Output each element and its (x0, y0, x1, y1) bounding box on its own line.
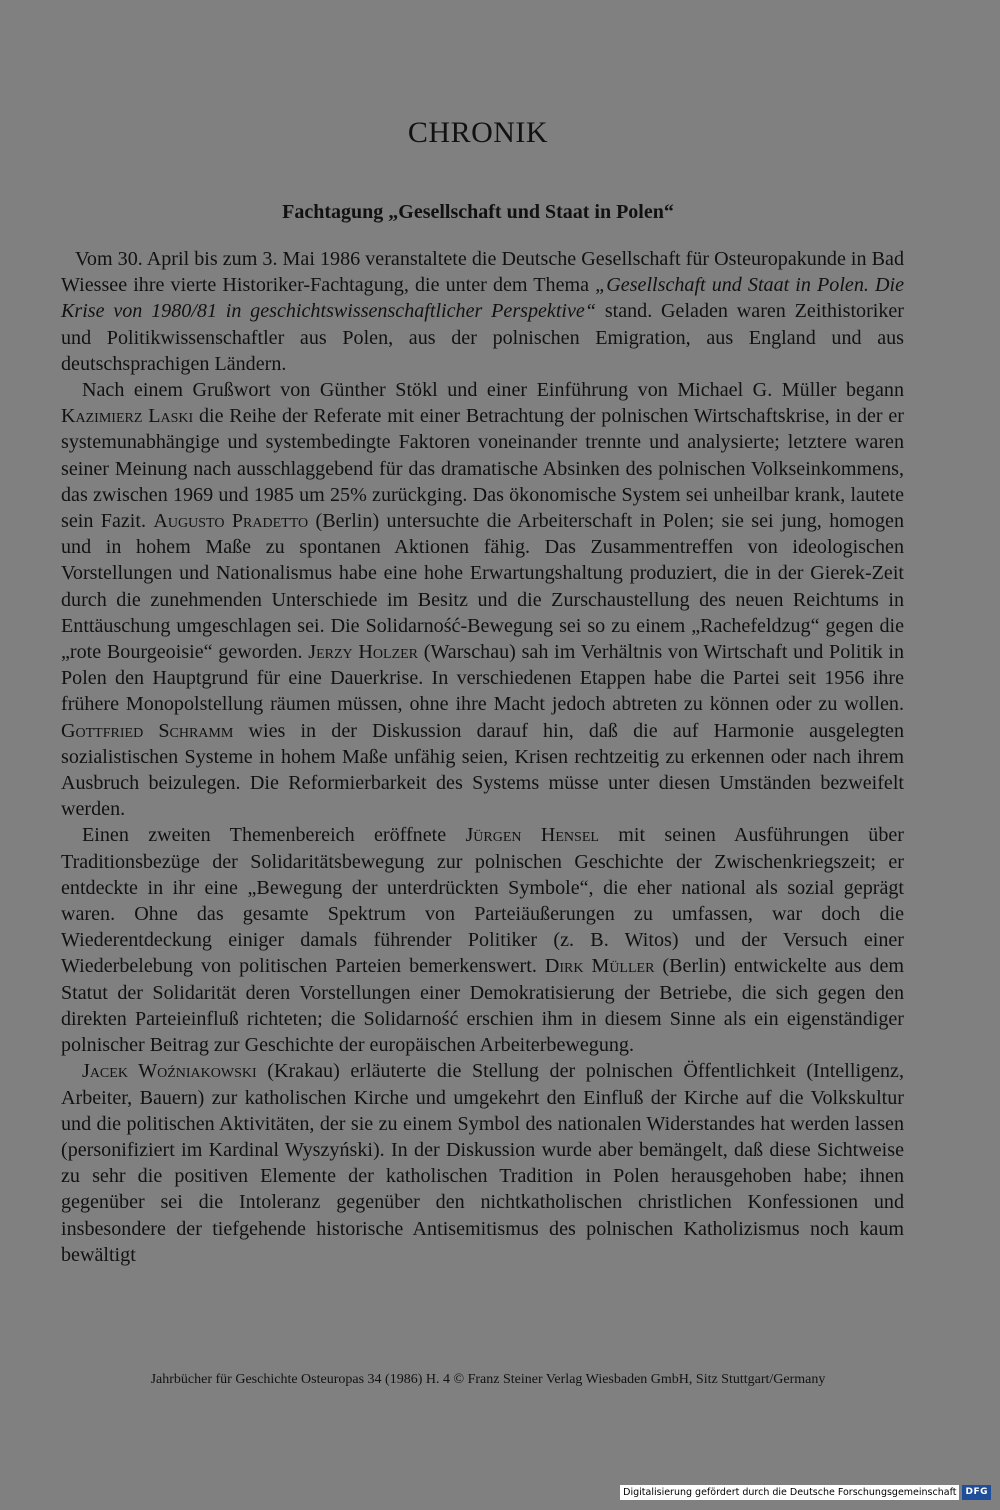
paragraph-1 (61, 246, 904, 377)
paragraph-2-text-c: (Berlin) untersuchte die Arbeiterschaft in Polen; sie sei jung, homogen und in hohem Maße zu spontanen Aktionen fähig. Das Zusammentreffen von ideologischen Vorstellungen und Nationalismus habe eine hohe Erwartungshaltung produziert, die in der Gierek-Zeit durch die zunehmenden Unterschiede im Besitz und die Zurschaustellung des neuen Reichtums in Enttäuschung umgeschlagen sei. Die Solidarność-Bewegung sei so zu einem „Rachefeldzug“ gegen die „rote Bourgeoisie“ geworden. (61, 510, 904, 664)
digitization-banner (620, 1485, 991, 1500)
speaker-name: Gottfried Schramm (61, 719, 234, 742)
speaker-name: Jürgen Hensel (465, 824, 599, 847)
paragraph-1-text-c: stand. Geladen waren Zeithistoriker und Politikwissenschaftler aus Polen, aus der polnischen Emigration, aus England und aus deutschsprachigen Ländern. (61, 300, 905, 375)
journal-citation: Jahrbücher für Geschichte Osteuropas 34 (1986) H. 4 © Franz Steiner Verlag Wiesbaden GmbH, Sitz Stuttgart/Germany (150, 1372, 826, 1387)
paragraph-4-text-a: (Krakau) erläuterte die Stellung der polnischen Öffentlichkeit (Intelligenz, Arbeiter, Bauern) zur katholischen Kirche und umgekehrt den Einfluß der Kirche auf die Volkskultur und die politischen Aktivitäten, der sie zu einem Symbol des nationalen Widerstandes hat werden lassen (personifiziert im Kardinal Wyszyński). In der Diskussion wurde aber bemängelt, daß diese Sichtweise zu sehr die positiven Elemente der katholischen Tradition in Polen herausgehoben habe; ihnen gegenüber sei die Intoleranz gegenüber den nichtkatholischen christlichen Konfessionen und insbesondere der tiefgehende historische Antisemitismus des polnischen Katholizismus noch kaum bewältigt (61, 1060, 904, 1266)
conference-theme: „Gesellschaft und Staat in Polen. Die Krise von 1980/81 in geschichtswissenschaftlicher Perspektive“ (61, 274, 904, 323)
paragraph-1-text-a: Vom 30. April bis zum 3. Mai 1986 veranstaltete die Deutsche Gesellschaft für Osteuropakunde in Bad Wiessee ihre vierte Historiker-Fachtagung, die unter dem Thema (61, 248, 904, 297)
speaker-name: Jacek Woźniakowski (82, 1060, 257, 1083)
speaker-name: Jerzy Holzer (308, 641, 419, 664)
speaker-name: Augusto Pradetto (153, 510, 309, 533)
dfg-logo-icon: DFG (962, 1485, 991, 1500)
paragraph-3 (61, 822, 904, 1058)
article-heading: Fachtagung „Gesellschaft und Staat in Polen“ (282, 201, 674, 223)
paragraph-2-text-d: (Warschau) sah im Verhältnis von Wirtschaft und Politik in Polen den Hauptgrund für eine Dauerkrise. In verschiedenen Etappen habe die Partei seit 1956 ihre frühere Monopolstellung räumen müssen, ohne ihre Macht jedoch abtreten zu können oder zu wollen. (61, 641, 905, 716)
digitization-credit: Digitalisierung gefördert durch die Deutsche Forschungsgemeinschaft (620, 1485, 959, 1500)
speaker-name: Kazimierz Laski (61, 405, 194, 428)
paragraph-2-text-e: wies in der Diskussion darauf hin, daß die auf Harmonie ausgelegten sozialistischen Systeme in hohem Maße unfähig seien, Krisen rechtzeitig zu erkennen oder nach ihrem Ausbruch beizulegen. Die Reformierbarkeit des Systems müsse unter diesen Umständen bezweifelt werden. (61, 719, 904, 821)
article-body (61, 246, 904, 1268)
page-title: CHRONIK (407, 116, 549, 149)
paragraph-3-text-b: mit seinen Ausführungen über Traditionsbezüge der Solidaritätsbewegung zur polnischen Geschichte der Zwischenkriegszeit; er entdeckte in ihr eine „Bewegung der unterdrückten Symbole“, die eher national als sozial geprägt waren. Ohne das gesamte Spektrum von Parteiäußerungen zu umfassen, war doch die Wiederentdeckung einiger damals führender Politiker (z. B. Witos) und der Versuch einer Wiederbelebung von politischen Parteien bemerkenswert. (61, 824, 904, 978)
speaker-name: Dirk Müller (544, 955, 655, 978)
paragraph-3-text-a: Einen zweiten Themenbereich eröffnete (82, 824, 466, 847)
paragraph-4 (61, 1058, 904, 1268)
paragraph-2 (61, 377, 904, 822)
paragraph-2-text-b: die Reihe der Referate mit einer Betrachtung der polnischen Wirtschaftskrise, in der er systemunabhängige und systembedingte Faktoren voneinander trennte und analysierte; letztere waren seiner Meinung nach ausschlaggebend für das dramatische Absinken des polnischen Volkseinkommens, das zwischen 1969 und 1985 um 25% zurückging. Das ökonomische System sei unheilbar krank, lautete sein Fazit. (61, 405, 904, 533)
paragraph-3-text-c: (Berlin) entwickelte aus dem Statut der Solidarität deren Vorstellungen einer Demokratisierung der Betriebe, die sich gegen den direkten Parteieinfluß richteten; die Solidarność erschien ihm in diesem Sinne als ein eigenständiger polnischer Beitrag zur Geschichte der europäischen Arbeiterbewegung. (61, 955, 904, 1057)
paragraph-2-text-a: Nach einem Grußwort von Günther Stökl und einer Einführung von Michael G. Müller begann (82, 379, 904, 402)
